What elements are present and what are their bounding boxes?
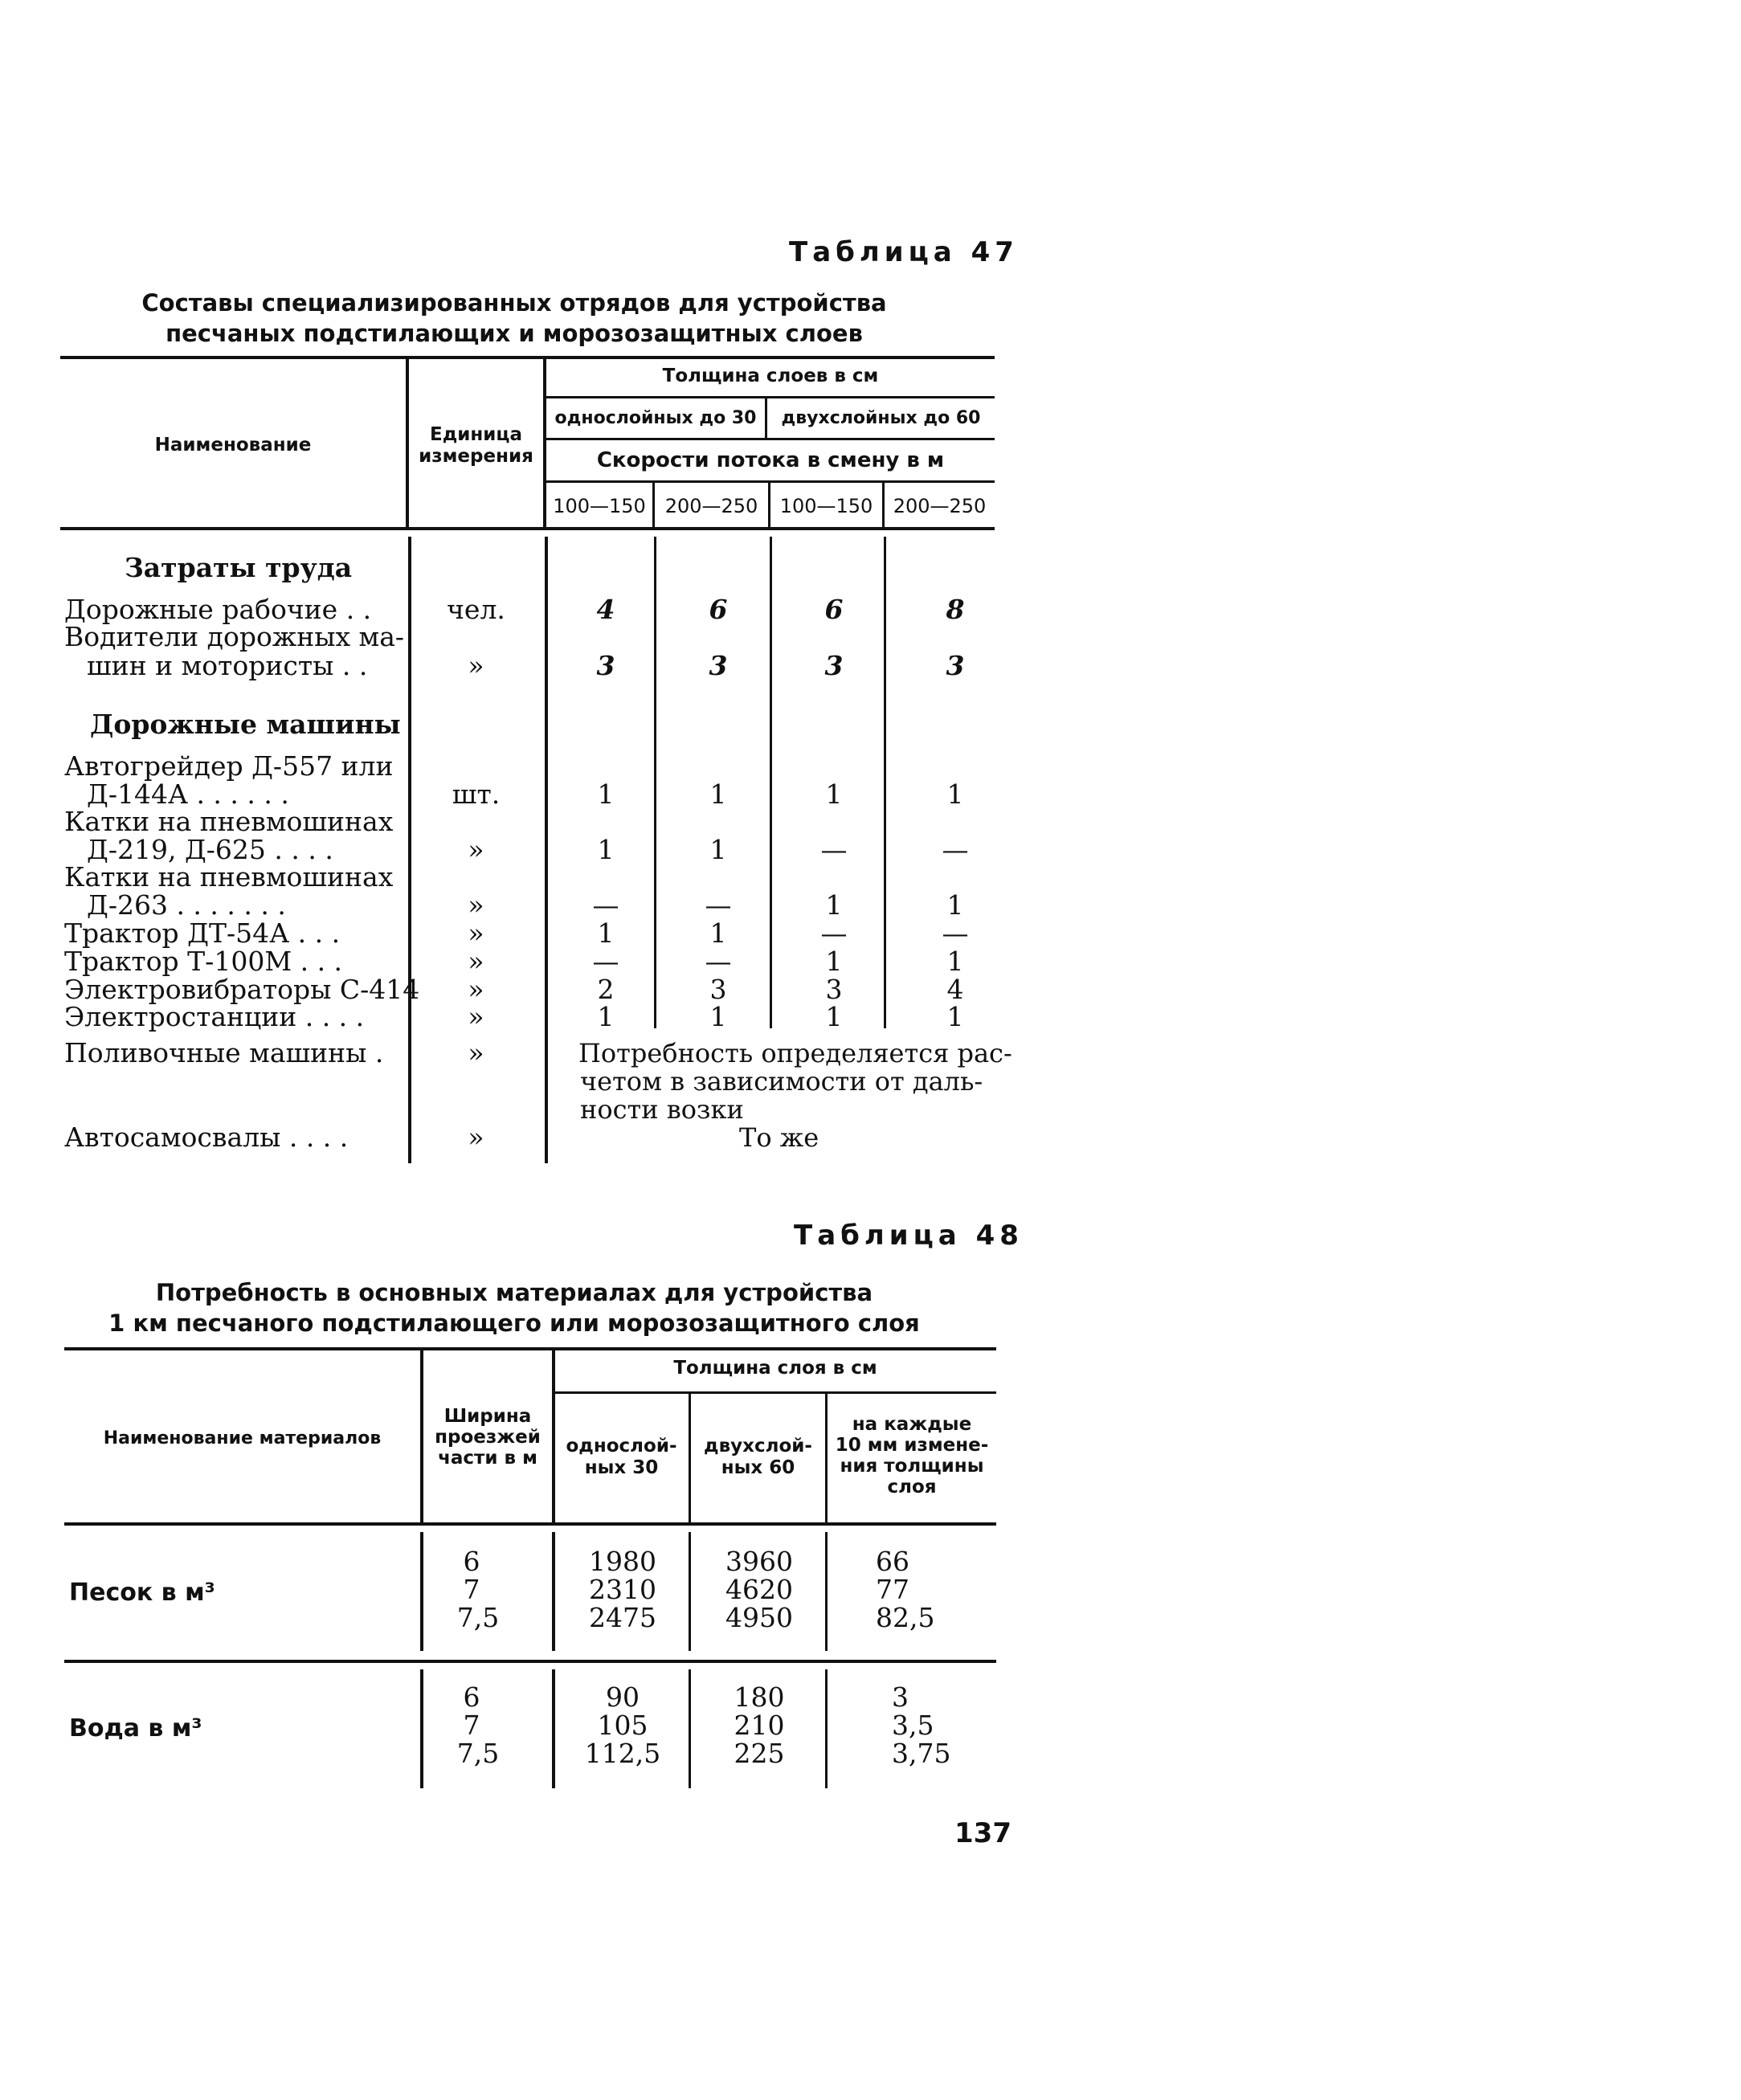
table47-header-range: 200—250 [893, 495, 987, 517]
row-value: 3 [825, 974, 843, 1005]
row-value: — [705, 889, 732, 921]
row-name: Автосамосвалы . . . . [64, 1121, 349, 1153]
per10-values: 66 77 82,5 [876, 1546, 935, 1633]
table47-header-single: однослойных до 30 [554, 408, 757, 428]
row-name: Электростанции . . . . [64, 1001, 365, 1032]
table47-header-bottom-rule [60, 527, 995, 530]
row-name: Д-263 . . . . . . . [87, 889, 286, 921]
table47-divider [770, 537, 772, 1028]
row-value: 1 [946, 946, 964, 977]
table47-header-name: Наименование [154, 435, 312, 456]
row-value: — [592, 889, 619, 921]
section-title: Дорожные машины [90, 709, 401, 740]
page-number: 137 [954, 1817, 1011, 1849]
table48-divider [689, 1669, 691, 1788]
row-value: — [942, 917, 969, 949]
row-value: — [942, 834, 969, 865]
table48-top-rule [64, 1347, 996, 1350]
row-value: 2 [597, 974, 615, 1005]
double-values: 3960 4620 4950 [725, 1546, 793, 1633]
row-value: 3 [709, 650, 728, 681]
row-unit: чел. [447, 594, 505, 625]
section-title: Затраты труда [125, 552, 353, 583]
row-value: 1 [597, 834, 615, 865]
table47-title: Составы специализированных отрядов для устройства песчаных подстилающих и морозозащитных слоев [141, 289, 887, 347]
table47-label: Таблица 47 [789, 236, 1019, 268]
table47-header-unit: Единица измерения [419, 424, 533, 467]
table48-title: Потребность в основных материалах для устройства 1 км песчаного подстилающего или морозозащитного слоя [108, 1279, 920, 1337]
material-name: Песок в м³ [69, 1579, 215, 1607]
table48-divider [552, 1669, 555, 1788]
table48-label: Таблица 48 [794, 1220, 1024, 1252]
row-value: 1 [825, 889, 843, 921]
row-name: Трактор Т-100М . . . [64, 946, 343, 977]
row-value: 3 [946, 650, 965, 681]
row-value: — [820, 834, 848, 865]
row-value: 3 [709, 974, 727, 1005]
table48-header-bottom-rule [64, 1522, 996, 1526]
row-name: Д-219, Д-625 . . . . [87, 834, 333, 865]
row-value: 1 [709, 917, 727, 949]
single-values: 1980 2310 2475 [589, 1546, 656, 1633]
row-value: — [592, 946, 619, 977]
table48-header-rule-1 [554, 1391, 996, 1394]
table47-divider [884, 537, 886, 1028]
row-name: Автогрейдер Д-557 или [64, 750, 394, 782]
row-name: Катки на пневмошинах [64, 806, 394, 837]
row-value: 6 [709, 594, 728, 625]
row-value: 6 [824, 594, 844, 625]
row-value: 3 [824, 650, 844, 681]
row-note: Потребность определяется рас- четом в зависимости от даль- ности возки [578, 1038, 1012, 1125]
row-value: 8 [946, 594, 965, 625]
table48-divider [825, 1532, 828, 1651]
row-unit: » [468, 917, 484, 949]
row-unit: шт. [452, 778, 501, 810]
row-value: 1 [709, 1001, 727, 1032]
double-values: 180 210 225 [734, 1681, 785, 1769]
table47-header-double: двухслойных до 60 [781, 408, 981, 428]
row-unit: » [468, 889, 484, 921]
row-value: 1 [946, 778, 964, 810]
row-name: Дорожные рабочие . . [64, 594, 372, 625]
per10-values: 3 3,5 3,75 [892, 1681, 951, 1769]
row-unit: » [468, 974, 484, 1005]
row-value: 1 [946, 889, 964, 921]
row-value: 1 [597, 917, 615, 949]
row-value: 1 [709, 778, 727, 810]
row-name: Д-144А . . . . . . [87, 778, 289, 810]
row-value: 1 [825, 778, 843, 810]
table48-header-width: Ширина проезжей части в м [435, 1406, 541, 1469]
row-name: Электровибраторы С-414 [64, 974, 420, 1005]
table47-top-rule [60, 356, 995, 359]
table48-header-name: Наименование материалов [103, 1428, 382, 1448]
row-name: Трактор ДТ-54А . . . [64, 917, 341, 949]
row-value: 3 [596, 650, 615, 681]
table47-header-speed: Скорости потока в смену в м [596, 448, 945, 472]
table47-header-thickness: Толщина слоев в см [662, 366, 879, 386]
table47-header-range: 100—150 [553, 495, 646, 517]
table47-header-range: 200—250 [664, 495, 758, 517]
table47-header-rule-3 [546, 480, 995, 483]
table48-header-thickness: Толщина слоя в см [673, 1358, 877, 1379]
table48-header-per10: на каждые 10 мм измене- ния толщины слоя [835, 1414, 989, 1497]
row-value: — [820, 917, 848, 949]
row-unit: » [468, 1121, 484, 1153]
row-unit: » [468, 1037, 484, 1068]
row-unit: » [468, 946, 484, 977]
row-name: Водители дорожных ма- [64, 621, 405, 652]
row-note: То же [739, 1122, 819, 1153]
row-name: шин и мотористы . . [87, 650, 368, 681]
row-unit: » [468, 1001, 484, 1032]
row-value: 4 [946, 974, 964, 1005]
table48-header-single: однослой- ных 30 [566, 1436, 677, 1478]
row-value: 1 [825, 1001, 843, 1032]
row-value: — [705, 946, 732, 977]
table48-group-rule [64, 1660, 996, 1663]
row-unit: » [468, 834, 484, 865]
width-values: 6 7 7,5 [456, 1681, 500, 1769]
row-value: 1 [597, 1001, 615, 1032]
table47-divider [545, 537, 548, 1163]
row-value: 1 [709, 834, 727, 865]
row-value: 1 [597, 778, 615, 810]
table48-header-double: двухслой- ных 60 [704, 1436, 812, 1478]
table47-header-rule-2 [546, 438, 995, 440]
table48-divider [825, 1669, 828, 1788]
material-name: Вода в м³ [69, 1714, 202, 1743]
single-values: 90 105 112,5 [584, 1681, 661, 1769]
row-name: Поливочные машины . [64, 1037, 384, 1068]
row-unit: » [468, 650, 484, 681]
table47-divider [654, 537, 656, 1028]
width-values: 6 7 7,5 [456, 1546, 500, 1633]
row-name: Катки на пневмошинах [64, 861, 394, 893]
row-value: 1 [946, 1001, 964, 1032]
table48-divider [552, 1532, 555, 1651]
table47-header-rule-1 [546, 396, 995, 398]
table48-divider [689, 1532, 691, 1651]
table47-header-range: 100—150 [779, 495, 873, 517]
row-value: 4 [596, 594, 615, 625]
row-value: 1 [825, 946, 843, 977]
